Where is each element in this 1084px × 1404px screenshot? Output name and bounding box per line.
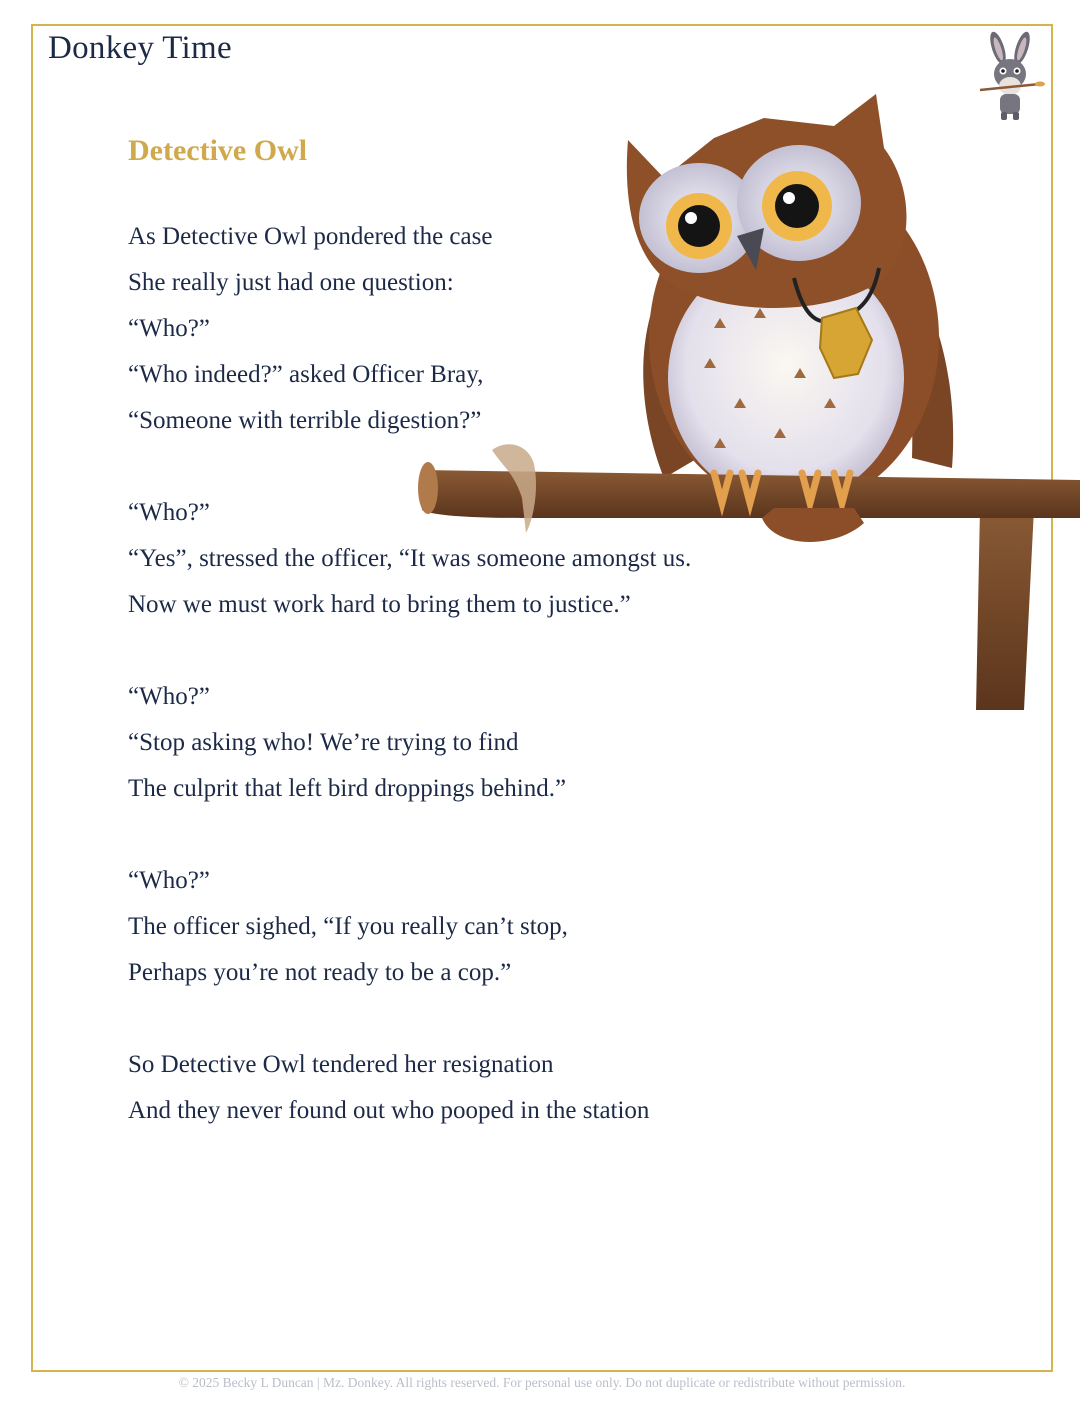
poem-line: “Who indeed?” asked Officer Bray,	[128, 361, 484, 388]
poem-line: She really just had one question:	[128, 269, 454, 296]
poem-line: The culprit that left bird droppings behind.”	[128, 775, 567, 802]
stanza	[128, 1042, 828, 1134]
poem-line: “Who?”	[128, 315, 210, 342]
owl-on-branch-icon	[414, 78, 1084, 710]
poem-line: “Who?”	[128, 499, 210, 526]
stanza	[128, 858, 828, 996]
poem-title: Detective Owl	[128, 134, 308, 167]
poem-line: “Yes”, stressed the officer, “It was someone amongst us.	[128, 545, 692, 572]
poem-line: “Stop asking who! We’re trying to find	[128, 729, 519, 756]
poem-line: So Detective Owl tendered her resignation	[128, 1051, 554, 1078]
poem-line: The officer sighed, “If you really can’t stop,	[128, 913, 568, 940]
poem-line: As Detective Owl pondered the case	[128, 223, 493, 250]
poem-line: “Who?”	[128, 683, 210, 710]
poem-line: And they never found out who pooped in the station	[128, 1097, 650, 1124]
site-title: Donkey Time	[48, 30, 232, 66]
poem-line: “Someone with terrible digestion?”	[128, 407, 482, 434]
copyright-footer: © 2025 Becky L Duncan | Mz. Donkey. All rights reserved. For personal use only. Do not duplicate or redistribute without permission.	[178, 1375, 906, 1390]
poem-line: “Who?”	[128, 867, 210, 894]
poem-line: Perhaps you’re not ready to be a cop.”	[128, 959, 512, 986]
poem-line: Now we must work hard to bring them to justice.”	[128, 591, 631, 618]
